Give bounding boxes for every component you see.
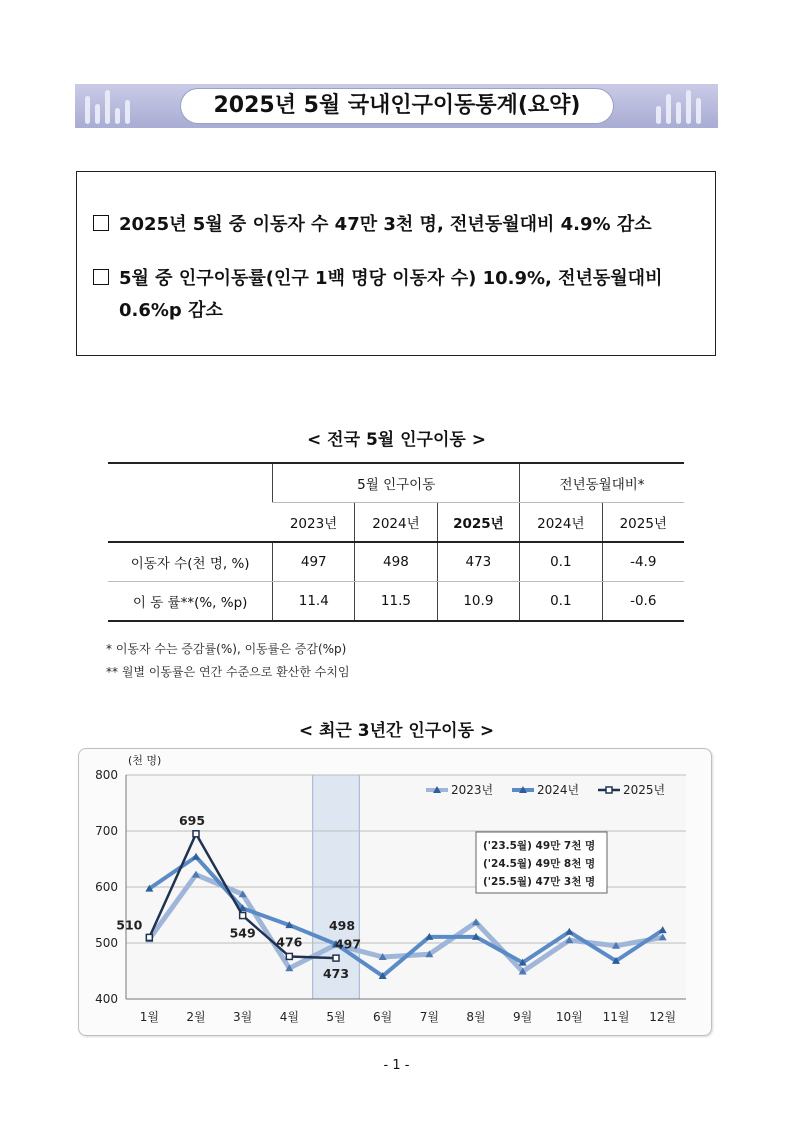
table-cell: 0.1: [520, 542, 602, 582]
data-label: 695: [178, 812, 206, 828]
x-tick-label: 7월: [419, 1010, 439, 1024]
group-header-yoy: 전년동월대비*: [520, 463, 684, 503]
data-point: [286, 953, 292, 959]
year-header: 2025년: [602, 503, 684, 543]
summary-box: [76, 171, 716, 356]
data-label: 498: [328, 918, 356, 934]
group-header-may: 5월 인구이동: [273, 463, 520, 503]
data-point: [193, 831, 199, 837]
summary-item: 5월 중 인구이동률(인구 1백 명당 이동자 수) 10.9%, 전년동월대비: [93, 263, 662, 295]
x-tick-label: 9월: [513, 1010, 533, 1024]
x-tick-label: 11월: [602, 1010, 630, 1024]
legend-label: 2023년: [451, 783, 494, 797]
table-cell: 0.1: [520, 582, 602, 622]
x-tick-label: 2월: [186, 1010, 206, 1024]
y-axis-label: (천 명): [128, 754, 162, 767]
annotation-text: ('23.5월) 49만 7천 명: [483, 840, 596, 852]
table-cell: 473: [437, 542, 519, 582]
migration-line-chart: [78, 748, 712, 1036]
x-tick-label: 10월: [555, 1010, 583, 1024]
data-label: 497: [334, 936, 362, 952]
table-cell: 11.4: [273, 582, 355, 622]
legend-label: 2025년: [623, 783, 666, 797]
annotation-text: ('24.5월) 49만 8천 명: [483, 858, 596, 870]
table-cell: -4.9: [602, 542, 684, 582]
x-tick-label: 4월: [279, 1010, 299, 1024]
table-cell: 10.9: [437, 582, 519, 622]
table-row: [108, 542, 684, 582]
x-tick-label: 6월: [373, 1010, 393, 1024]
row-label: 이동자 수(천 명, %): [108, 542, 273, 582]
title-banner: [75, 84, 718, 128]
data-label: 476: [276, 934, 303, 950]
y-tick-label: 500: [95, 936, 118, 950]
y-tick-label: 800: [95, 768, 118, 782]
summary-item-continuation: 0.6%p 감소: [119, 300, 223, 321]
data-point: [333, 955, 339, 961]
data-label: 473: [322, 966, 350, 982]
legend-label: 2024년: [537, 783, 580, 797]
x-tick-label: 1월: [139, 1010, 159, 1024]
banner-decoration-left: [81, 84, 141, 128]
year-header: 2024년: [520, 503, 602, 543]
y-tick-label: 600: [95, 880, 118, 894]
summary-item: 2025년 5월 중 이동자 수 47만 3천 명, 전년동월대비 4.9% 감소: [93, 209, 652, 241]
data-label: 510: [116, 917, 143, 933]
footnote: * 이동자 수는 증감률(%), 이동률은 증감(%p): [106, 642, 347, 656]
footnote: ** 월별 이동률은 연간 수준으로 환산한 수치임: [106, 665, 350, 679]
year-header: 2024년: [355, 503, 437, 543]
banner-decoration-right: [652, 84, 712, 128]
year-header: 2025년: [437, 503, 519, 543]
table-corner: [108, 463, 273, 542]
data-label: 549: [229, 925, 256, 941]
data-point: [146, 934, 152, 940]
table-title: < 전국 5월 인구이동 >: [307, 430, 486, 450]
table-cell: 11.5: [355, 582, 437, 622]
checkbox-icon: [93, 269, 109, 285]
migration-table: [108, 462, 684, 622]
checkbox-icon: [93, 215, 109, 231]
x-tick-label: 8월: [466, 1010, 486, 1024]
page-number: - 1 -: [383, 1058, 410, 1073]
table-cell: 498: [355, 542, 437, 582]
y-tick-label: 400: [95, 992, 118, 1006]
y-tick-label: 700: [95, 824, 118, 838]
table-cell: 497: [273, 542, 355, 582]
chart-title: < 최근 3년간 인구이동 >: [298, 721, 495, 741]
data-point: [240, 913, 246, 919]
year-header: 2023년: [273, 503, 355, 543]
table-cell: -0.6: [602, 582, 684, 622]
x-tick-label: 5월: [326, 1010, 346, 1024]
legend-marker: [606, 787, 612, 793]
row-label: 이 동 률**(%, %p): [108, 582, 273, 622]
x-tick-label: 3월: [233, 1010, 253, 1024]
x-tick-label: 12월: [649, 1010, 677, 1024]
annotation-text: ('25.5월) 47만 3천 명: [483, 876, 596, 888]
table-row: [108, 582, 684, 622]
page-title: 2025년 5월 국내인구이동통계(요약): [181, 89, 613, 123]
